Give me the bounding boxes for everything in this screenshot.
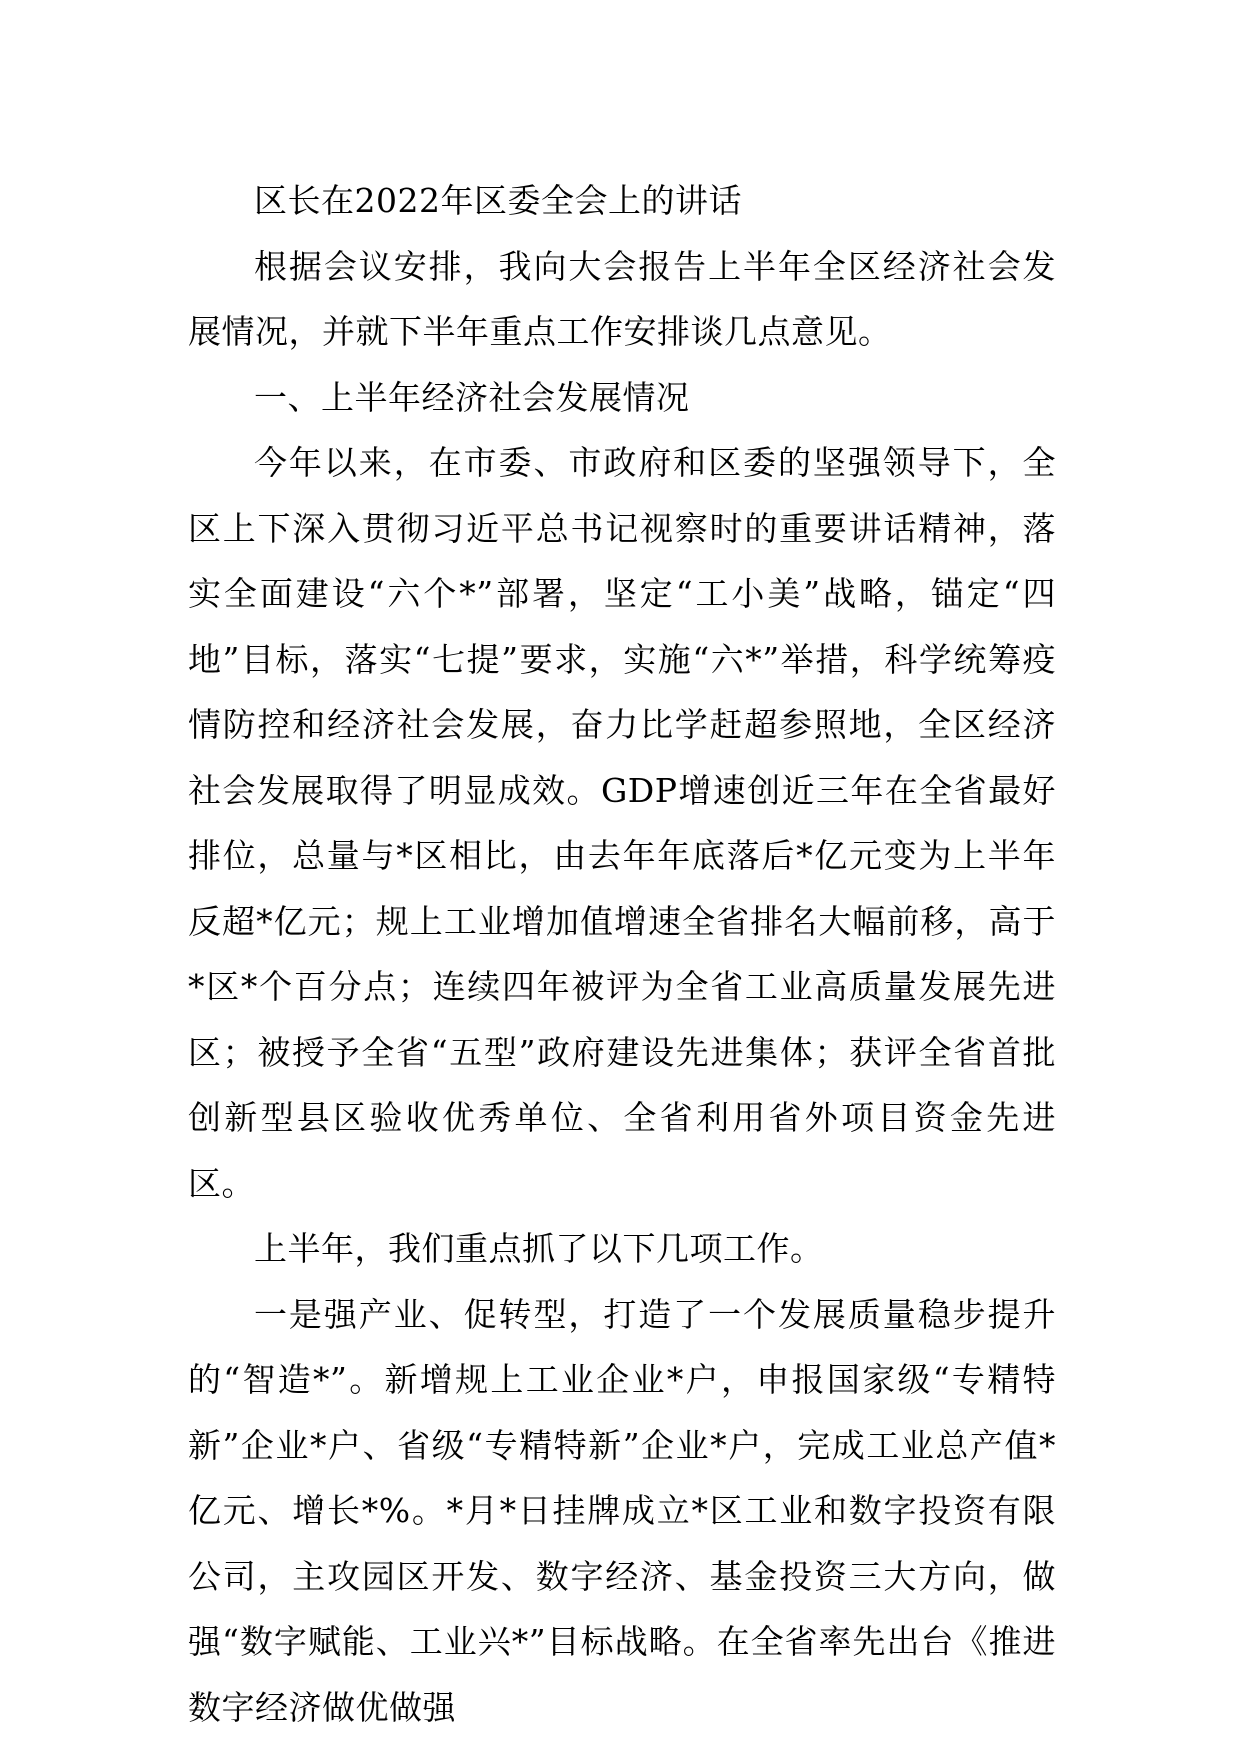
paragraph-overview: 今年以来，在市委、市政府和区委的坚强领导下，全区上下深入贯彻习近平总书记视察时的重要讲话精神，落实全面建设“六个*”部署，坚定“工小美”战略，锚定“四地”目标，落实“七提”要求，实施“六*”举措，科学统筹疫情防控和经济社会发展，奋力比学赶超参照地，全区经济社会发展取得了明显成效。GDP增速创近三年在全省最好排位，总量与*区相比，由去年年底落后*亿元变为上半年反超*亿元；规上工业增加值增速全省排名大幅前移，高于*区*个百分点；连续四年被评为全省工业高质量发展先进区；被授予全省“五型”政府建设先进集体；获评全省首批创新型县区验收优秀单位、全省利用省外项目资金先进区。 (188, 443, 1056, 1203)
section-heading-1: 一、上半年经济社会发展情况 (254, 377, 690, 417)
document-title: 区长在2022年区委全会上的讲话 (254, 181, 742, 220)
document-body (188, 168, 1056, 1740)
paragraph-work-intro: 上半年，我们重点抓了以下几项工作。 (254, 1229, 824, 1268)
paragraph-work-item-1: 一是强产业、促转型，打造了一个发展质量稳步提升的“智造*”。新增规上工业企业*户，申报国家级“专精特新”企业*户、省级“专精特新”企业*户，完成工业总产值*亿元、增长*%。*月*日挂牌成立*区工业和数字投资有限公司，主攻园区开发、数字经济、基金投资三大方向，做强“数字赋能、工业兴*”目标战略。在全省率先出台《推进数字经济做优做强 (188, 1294, 1056, 1727)
paragraph-intro: 根据会议安排，我向大会报告上半年全区经济社会发展情况，并就下半年重点工作安排谈几点意见。 (188, 246, 1056, 351)
